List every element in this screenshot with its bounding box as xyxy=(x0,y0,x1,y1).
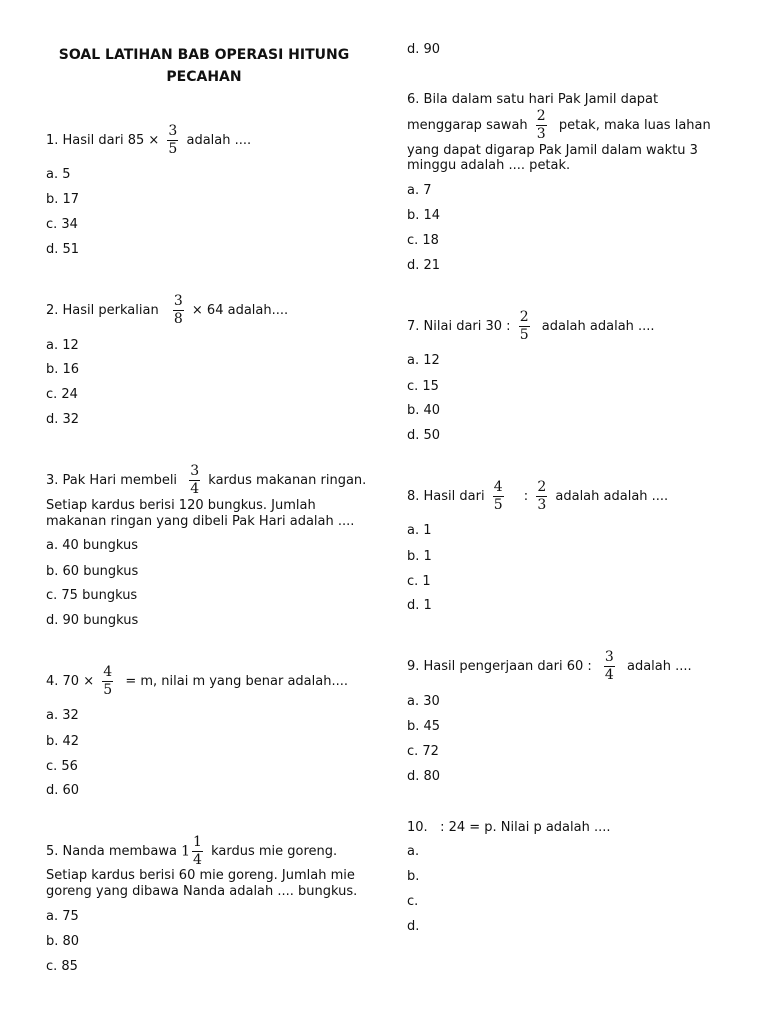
question-7-fraction xyxy=(519,310,530,343)
option-3d: d. 90 bungkus xyxy=(46,613,139,628)
option-1d: d. 51 xyxy=(46,242,80,257)
question-7-text: 7. Nilai dari 30 : xyxy=(407,319,511,334)
fraction-denominator: 5 xyxy=(493,497,503,513)
question-1-text: 1. Hasil dari 85 × xyxy=(46,133,160,148)
fraction-numerator: 2 xyxy=(519,309,529,325)
option-2a: a. 12 xyxy=(46,338,79,353)
question-8-fraction-2 xyxy=(536,480,547,513)
fraction-numerator: 3 xyxy=(604,649,614,665)
option-10b: b. xyxy=(407,869,420,884)
option-9b: b. 45 xyxy=(407,719,441,734)
division-sign: : xyxy=(523,489,529,504)
question-5 xyxy=(46,835,337,868)
question-5-fraction xyxy=(192,835,203,868)
fraction-denominator: 4 xyxy=(190,481,200,497)
option-9d: d. 80 xyxy=(407,769,441,784)
question-3-fraction xyxy=(189,464,200,497)
option-7d: d. 50 xyxy=(407,428,441,443)
left-column xyxy=(46,0,366,1024)
question-6-line-4: minggu adalah .... petak. xyxy=(407,158,571,173)
option-6c: c. 18 xyxy=(407,233,439,248)
fraction-denominator: 4 xyxy=(604,667,614,683)
title-line-1: SOAL LATIHAN BAB OPERASI HITUNG xyxy=(58,47,350,63)
option-6a: a. 7 xyxy=(407,183,432,198)
mixed-number-whole: 1 xyxy=(181,843,191,860)
fraction-denominator: 3 xyxy=(537,497,547,513)
option-5a: a. 75 xyxy=(46,909,79,924)
question-9-fraction xyxy=(604,650,615,683)
option-4b: b. 42 xyxy=(46,734,80,749)
question-8 xyxy=(407,480,668,513)
option-4a: a. 32 xyxy=(46,708,79,723)
option-9a: a. 30 xyxy=(407,694,440,709)
option-8d: d. 1 xyxy=(407,598,432,613)
option-8c: c. 1 xyxy=(407,574,431,589)
option-10a: a. xyxy=(407,844,420,859)
option-5c: c. 85 xyxy=(46,959,78,974)
question-3-text: 3. Pak Hari membeli xyxy=(46,473,178,488)
fraction-numerator: 3 xyxy=(190,463,200,479)
question-9-text: 9. Hasil pengerjaan dari 60 : xyxy=(407,659,592,674)
fraction-numerator: 3 xyxy=(168,123,178,139)
option-2c: c. 24 xyxy=(46,387,78,402)
question-3 xyxy=(46,464,366,497)
option-2d: d. 32 xyxy=(46,412,80,427)
page-title xyxy=(46,44,362,88)
option-7c: c. 15 xyxy=(407,379,439,394)
question-10: 10. : 24 = p. Nilai p adalah .... xyxy=(407,820,611,835)
fraction-denominator: 5 xyxy=(103,682,113,698)
question-2-tail: × 64 adalah.... xyxy=(191,303,289,318)
fraction-numerator: 4 xyxy=(103,664,113,680)
question-6-line-3: yang dapat digarap Pak Jamil dalam waktu 3 xyxy=(407,143,698,158)
option-7a: a. 12 xyxy=(407,353,440,368)
question-2-fraction xyxy=(173,294,184,327)
question-4-text: 4. 70 × xyxy=(46,674,95,689)
question-2-text: 2. Hasil perkalian xyxy=(46,303,159,318)
question-6 xyxy=(407,109,711,142)
fraction-numerator: 2 xyxy=(536,108,546,124)
fraction-denominator: 8 xyxy=(173,311,183,327)
fraction-denominator: 5 xyxy=(519,327,529,343)
fraction-numerator: 2 xyxy=(537,479,547,495)
question-3-line-3: makanan ringan yang dibeli Pak Hari adalah .... xyxy=(46,514,355,529)
question-6-line-1: 6. Bila dalam satu hari Pak Jamil dapat xyxy=(407,92,659,107)
fraction-numerator: 4 xyxy=(493,479,503,495)
option-5d: d. 90 xyxy=(407,42,441,57)
question-3-tail: kardus makanan ringan. xyxy=(208,473,367,488)
question-7 xyxy=(407,310,655,343)
option-10d: d. xyxy=(407,919,420,934)
right-column xyxy=(407,0,727,1024)
fraction-denominator: 3 xyxy=(536,126,546,142)
question-6-text: menggarap sawah xyxy=(407,118,528,133)
question-9 xyxy=(407,650,692,683)
fraction-numerator: 1 xyxy=(193,834,202,850)
question-3-line-2: Setiap kardus berisi 120 bungkus. Jumlah xyxy=(46,498,316,513)
fraction-numerator: 3 xyxy=(173,293,183,309)
option-6b: b. 14 xyxy=(407,208,441,223)
question-5-line-3: goreng yang dibawa Nanda adalah .... bungkus. xyxy=(46,884,358,899)
option-1c: c. 34 xyxy=(46,217,78,232)
option-3b: b. 60 bungkus xyxy=(46,564,139,579)
question-2 xyxy=(46,294,288,327)
fraction-denominator: 4 xyxy=(193,852,202,868)
question-5-line-2: Setiap kardus berisi 60 mie goreng. Jumlah mie xyxy=(46,868,355,883)
question-1-fraction xyxy=(167,124,178,157)
option-4d: d. 60 xyxy=(46,783,80,798)
question-1 xyxy=(46,124,251,157)
option-1b: b. 17 xyxy=(46,192,80,207)
option-2b: b. 16 xyxy=(46,362,80,377)
option-4c: c. 56 xyxy=(46,759,78,774)
question-1-tail: adalah .... xyxy=(186,133,252,148)
option-9c: c. 72 xyxy=(407,744,439,759)
option-3a: a. 40 bungkus xyxy=(46,538,139,553)
option-6d: d. 21 xyxy=(407,258,441,273)
fraction-denominator: 5 xyxy=(168,141,178,157)
question-4 xyxy=(46,665,348,698)
option-5b: b. 80 xyxy=(46,934,80,949)
question-6-fraction xyxy=(536,109,547,142)
question-5-text: 5. Nanda membawa xyxy=(46,844,177,859)
option-8b: b. 1 xyxy=(407,549,432,564)
question-9-tail: adalah .... xyxy=(626,659,692,674)
question-7-tail: adalah adalah .... xyxy=(541,319,655,334)
question-4-tail: = m, nilai m yang benar adalah.... xyxy=(125,674,348,689)
title-line-2: PECAHAN xyxy=(166,69,242,85)
option-8a: a. 1 xyxy=(407,523,432,538)
option-10c: c. xyxy=(407,894,419,909)
question-8-fraction-1 xyxy=(493,480,504,513)
question-4-fraction xyxy=(102,665,113,698)
question-8-tail: adalah adalah .... xyxy=(555,489,669,504)
question-6-tail: petak, maka luas lahan xyxy=(558,118,711,133)
question-5-tail: kardus mie goreng. xyxy=(211,844,338,859)
question-8-text: 8. Hasil dari xyxy=(407,489,485,504)
option-1a: a. 5 xyxy=(46,167,71,182)
option-3c: c. 75 bungkus xyxy=(46,588,138,603)
option-7b: b. 40 xyxy=(407,403,441,418)
